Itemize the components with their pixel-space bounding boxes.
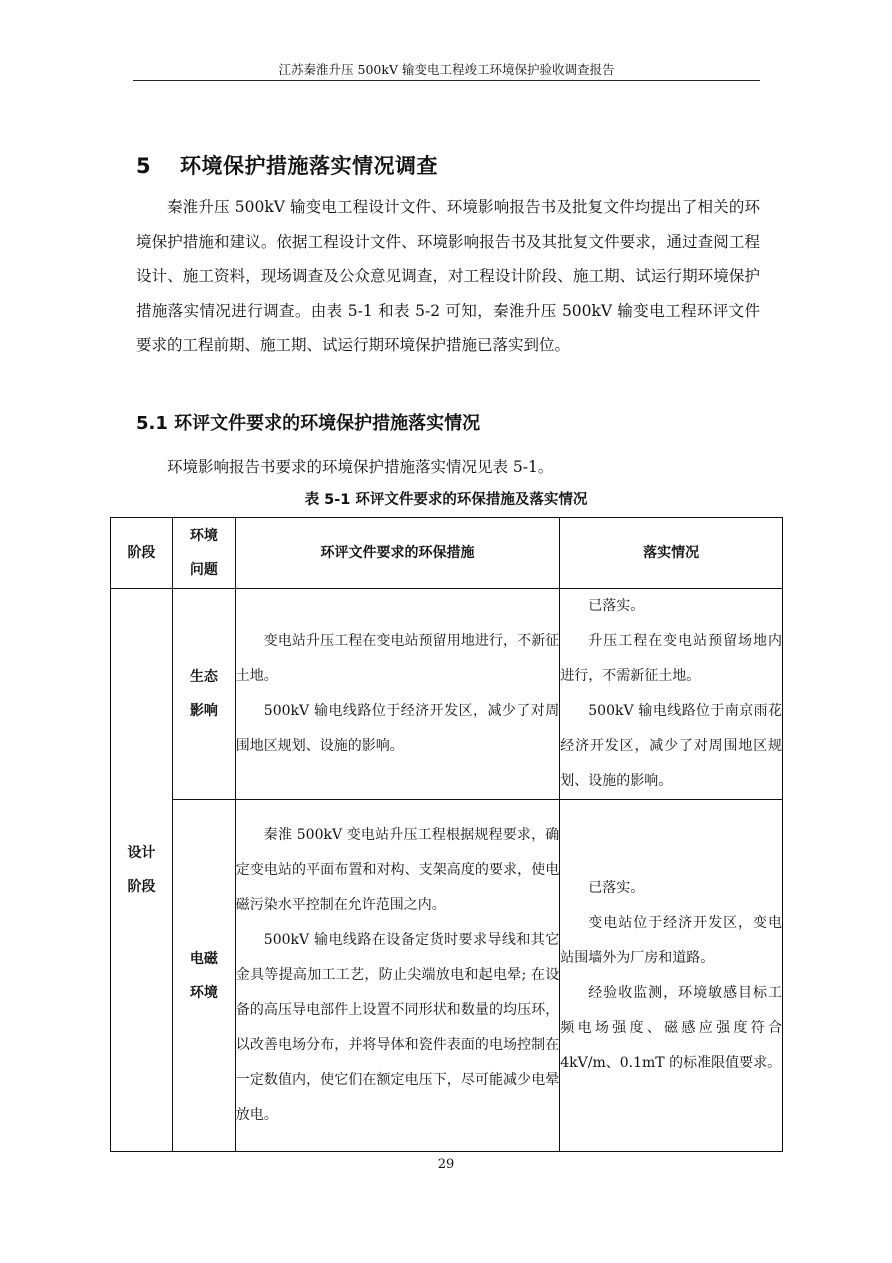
header-issue-line2: 问题 (189, 562, 218, 578)
stage-line1: 设计 (127, 845, 156, 861)
running-header: 江苏秦淮升压 500kV 输变电工程竣工环境保护验收调查报告 (133, 62, 760, 81)
header-issue (172, 518, 235, 589)
implementation-text: 已落实。 (588, 879, 645, 896)
section-intro-paragraph: 秦淮升压 500kV 输变电工程设计文件、环境影响报告书及批复文件均提出了相关的环境保护措施和建议。依据工程设计文件、环境影响报告书及其批复文件要求，通过查阅工程设计、施工资料，现场调查及公众意见调查，对工程设计阶段、施工期、试运行期环境保护措施落实情况进行调查。由表 5-1 和表 5-2 可知，秦淮升压 500kV 输变电工程环评文件要求的工程前期、施工期、试运行期环境保护措施已落实到位。 (136, 198, 760, 354)
implementation-cell (560, 589, 783, 800)
implementation-cell (560, 800, 783, 1152)
issue-cell (172, 800, 235, 1152)
implementation-text: 500kV 输电线路位于南京雨花经济开发区，减少了对周围地区规划、设施的影响。 (560, 703, 782, 789)
measure-text: 500kV 输电线路在设备定货时要求导线和其它金具等提高加工工艺，防止尖端放电和起电晕; 在设备的高压导电部件上设置不同形状和数量的均压环，以改善电场分布，并将导体和瓷件表面的电场控制在一定数值内，使它们在额定电压下，尽可能减少电晕放电。 (235, 932, 560, 1123)
measures-cell (235, 800, 559, 1152)
subsection-paragraph: 环境影响报告书要求的环境保护措施落实情况见表 5-1。 (167, 458, 554, 476)
issue-line2: 环境 (189, 984, 218, 1001)
header-stage: 阶段 (111, 518, 173, 589)
measure-text: 变电站升压工程在变电站预留用地进行，不新征土地。 (235, 633, 560, 684)
table-row (111, 800, 783, 1152)
stage-line2: 阶段 (127, 879, 156, 895)
measure-text: 秦淮 500kV 变电站升压工程根据规程要求，确定变电站的平面布置和对构、支架高度的要求，使电磁污染水平控制在允许范围之内。 (235, 827, 560, 913)
subsection-heading: 5.1 环评文件要求的环境保护措施落实情况 (136, 413, 481, 434)
measure-text: 500kV 输电线路位于经济开发区，减少了对周围地区规划、设施的影响。 (235, 703, 560, 754)
section-title: 环境保护措施落实情况调查 (180, 154, 438, 178)
implementation-text: 变电站位于经济开发区，变电站围墙外为厂房和道路。 (560, 914, 782, 966)
table-row (111, 589, 783, 800)
header-implementation: 落实情况 (560, 518, 783, 589)
header-measures: 环评文件要求的环保措施 (235, 518, 559, 589)
implementation-text: 已落实。 (588, 598, 645, 614)
issue-cell (172, 589, 235, 800)
implementation-text: 经验收监测，环境敏感目标工频电场强度、磁感应强度符合 4kV/m、0.1mT 的标准限值要求。 (560, 984, 782, 1071)
measures-table (110, 517, 783, 1152)
issue-line1: 电磁 (189, 950, 218, 967)
stage-cell (111, 589, 173, 1152)
header-issue-line1: 环境 (189, 528, 218, 544)
section-heading (136, 150, 438, 180)
measures-cell (235, 589, 559, 800)
page-number: 29 (437, 1157, 455, 1172)
section-number: 5 (136, 154, 152, 178)
implementation-text: 升压工程在变电站预留场地内进行，不需新征土地。 (560, 633, 782, 684)
issue-line2: 影响 (189, 703, 218, 719)
table-caption: 表 5-1 环评文件要求的环保措施及落实情况 (304, 492, 588, 508)
table-header-row (111, 518, 783, 589)
issue-line1: 生态 (189, 669, 218, 685)
